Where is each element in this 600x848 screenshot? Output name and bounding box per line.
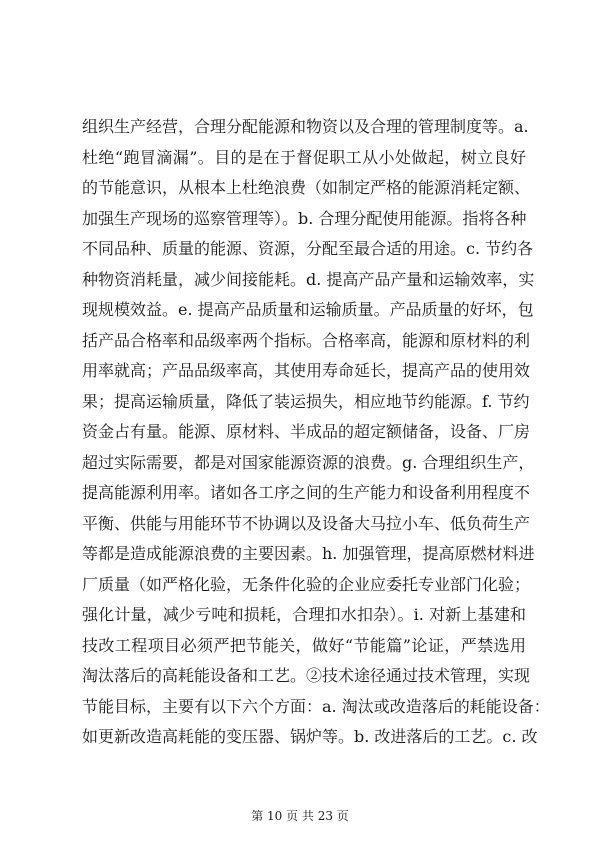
page-number-label: 第 10 页 共 23 页 — [251, 809, 349, 823]
page-footer — [0, 807, 600, 824]
text-line: 种物资消耗量，减少间接能耗。d. 提高产品产量和运输效率，实 — [82, 269, 535, 289]
text-line: 超过实际需要，都是对国家能源资源的浪费。g. 合理组织生产， — [82, 452, 535, 472]
text-line: 的节能意识，从根本上杜绝浪费（如制定严格的能源消耗定额、 — [82, 178, 531, 197]
text-line: 加强生产现场的巡察管理等）。b. 合理分配使用能源。指将各种 — [82, 208, 527, 228]
text-line: 如更新改造高耗能的变压器、锅炉等。b. 改进落后的工艺。c. 改 — [82, 727, 538, 746]
text-line: 强化计量，减少亏吨和损耗，合理扣水扣杂）。i. 对新上基建和 — [82, 605, 526, 624]
text-line: 节能目标，主要有以下六个方面：a. 淘汰或改造落后的耗能设备： — [82, 696, 550, 716]
text-line: 果；提高运输质量，降低了装运损失，相应地节约能源。f. 节约 — [82, 391, 530, 411]
text-line: 技改工程项目必须严把节能关，做好“节能篇”论证，严禁选用 — [82, 635, 526, 655]
text-line: 提高能源利用率。诸如各工序之间的生产能力和设备利用程度不 — [82, 483, 531, 502]
text-line: 厂质量（如严格化验，无条件化验的企业应委托专业部门化验； — [82, 574, 531, 594]
body-text — [82, 112, 550, 753]
text-line: 现规模效益。e. 提高产品质量和运输质量。产品质量的好坏，包 — [82, 300, 534, 319]
text-line: 括产品合格率和品级率两个指标。合格率高，能源和原材料的利 — [82, 330, 531, 350]
text-line: 不同品种、质量的能源、资源，分配至最合适的用途。c. 节约各 — [82, 239, 534, 258]
text-line: 平衡、供能与用能环节不协调以及设备大马拉小车、低负荷生产 — [82, 513, 531, 533]
text-line: 淘汰落后的高耗能设备和工艺。②技术途径通过技术管理，实现 — [82, 666, 531, 685]
text-line: 等都是造成能源浪费的主要因素。h. 加强管理，提高原燃材料进 — [82, 544, 535, 563]
text-line: 用率就高；产品品级率高，其使用寿命延长，提高产品的使用效 — [82, 361, 531, 380]
text-line: 杜绝“跑冒滴漏”。目的是在于督促职工从小处做起，树立良好 — [82, 147, 526, 167]
text-line: 资金占有量。能源、原材料、半成品的超定额储备，设备、厂房 — [82, 422, 531, 441]
text-line: 组织生产经营，合理分配能源和物资以及合理的管理制度等。a. — [82, 117, 529, 136]
